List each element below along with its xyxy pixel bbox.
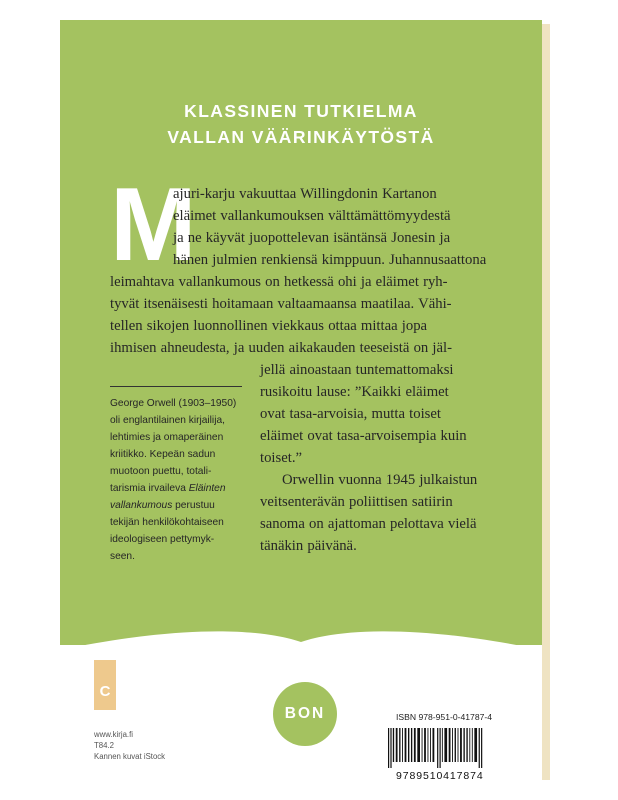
classification-code: T84.2 (94, 741, 114, 750)
imprint-logo: BON (273, 682, 337, 746)
bio-line: oli englantilainen kirjailija, (110, 415, 225, 426)
blurb-line: toiset.” (260, 450, 303, 466)
blurb-line: jellä ainoastaan tuntemattomaksi (260, 362, 454, 378)
blurb-line: tellen sikojen luonnollinen viekkaus ottaa mittaa jopa (110, 318, 428, 334)
blurb-line: eläimet vallankumouksen välttämättömyydestä (173, 208, 451, 224)
cover-heading (60, 98, 542, 150)
open-book-curve (60, 620, 542, 680)
book-title-italic: Eläinten (188, 483, 226, 494)
publisher-logo-letter: C (99, 683, 111, 700)
bio-line: kriitikko. Kepeän sadun (110, 449, 216, 460)
barcode-digits: 9789510417874 (396, 770, 484, 782)
bio-line: lehtimies ja omaperäinen (110, 432, 224, 443)
blurb-line: rusikoitu lause: ”Kaikki eläimet (260, 384, 449, 400)
bio-line: George Orwell (1903–1950) (110, 398, 237, 409)
bio-line (110, 498, 215, 514)
book-back-cover (60, 20, 542, 782)
barcode-icon (382, 726, 518, 770)
blurb-line: hänen julmien renkiensä kimppuun. Juhannusaattona (173, 252, 487, 268)
blurb-line: eläimet ovat tasa-arvoisempia kuin (260, 428, 467, 444)
bio-line: tekijän henkilökohtaiseen (110, 517, 224, 528)
bio-text: tarismia irvaileva (110, 483, 189, 494)
blurb-line: ja ne käyvät juopottelevan isäntänsä Jonesin ja (173, 230, 451, 246)
bio-divider (110, 386, 242, 387)
photo-credit: Kannen kuvat iStock (94, 752, 166, 761)
book-title-italic: vallankumous (110, 500, 173, 511)
blurb-line: ajuri-karju vakuuttaa Willingdonin Kartanon (173, 186, 437, 202)
blurb-line: ihmisen ahneudesta, ja uuden aikakauden teeseistä on jäl- (110, 340, 453, 356)
publisher-logo (94, 660, 116, 710)
blurb-line: leimahtava vallankumous on hetkessä ohi ja eläimet ryh- (110, 274, 448, 290)
heading-line-1: KLASSINEN TUTKIELMA (184, 101, 418, 121)
blurb-line: tänäkin päivänä. (260, 538, 357, 554)
blurb-line: ovat tasa-arvoisia, mutta toiset (260, 406, 441, 422)
heading-line-2: VALLAN VÄÄRINKÄYTÖSTÄ (167, 127, 435, 147)
bio-line: seen. (110, 551, 135, 562)
blurb-line: Orwellin vuonna 1945 julkaistun (282, 472, 478, 488)
bio-line: muotoon puettu, totali- (110, 466, 212, 477)
isbn-label: ISBN 978-951-0-41787-4 (396, 712, 493, 722)
drop-cap: M (110, 167, 197, 283)
blurb-line: sanoma on ajattoman pelottava vielä (260, 516, 477, 532)
blurb-line: veitsenterävän poliittisen satiirin (260, 494, 453, 510)
publisher-url: www.kirja.fi (94, 730, 133, 739)
bio-line (110, 481, 226, 497)
bio-line: ideologiseen pettymyk- (110, 534, 215, 545)
bio-text: perustuu (172, 500, 215, 511)
blurb-line: tyvät itsenäisesti hoitamaan valtaamaansa maatilaa. Vähi- (110, 296, 452, 312)
